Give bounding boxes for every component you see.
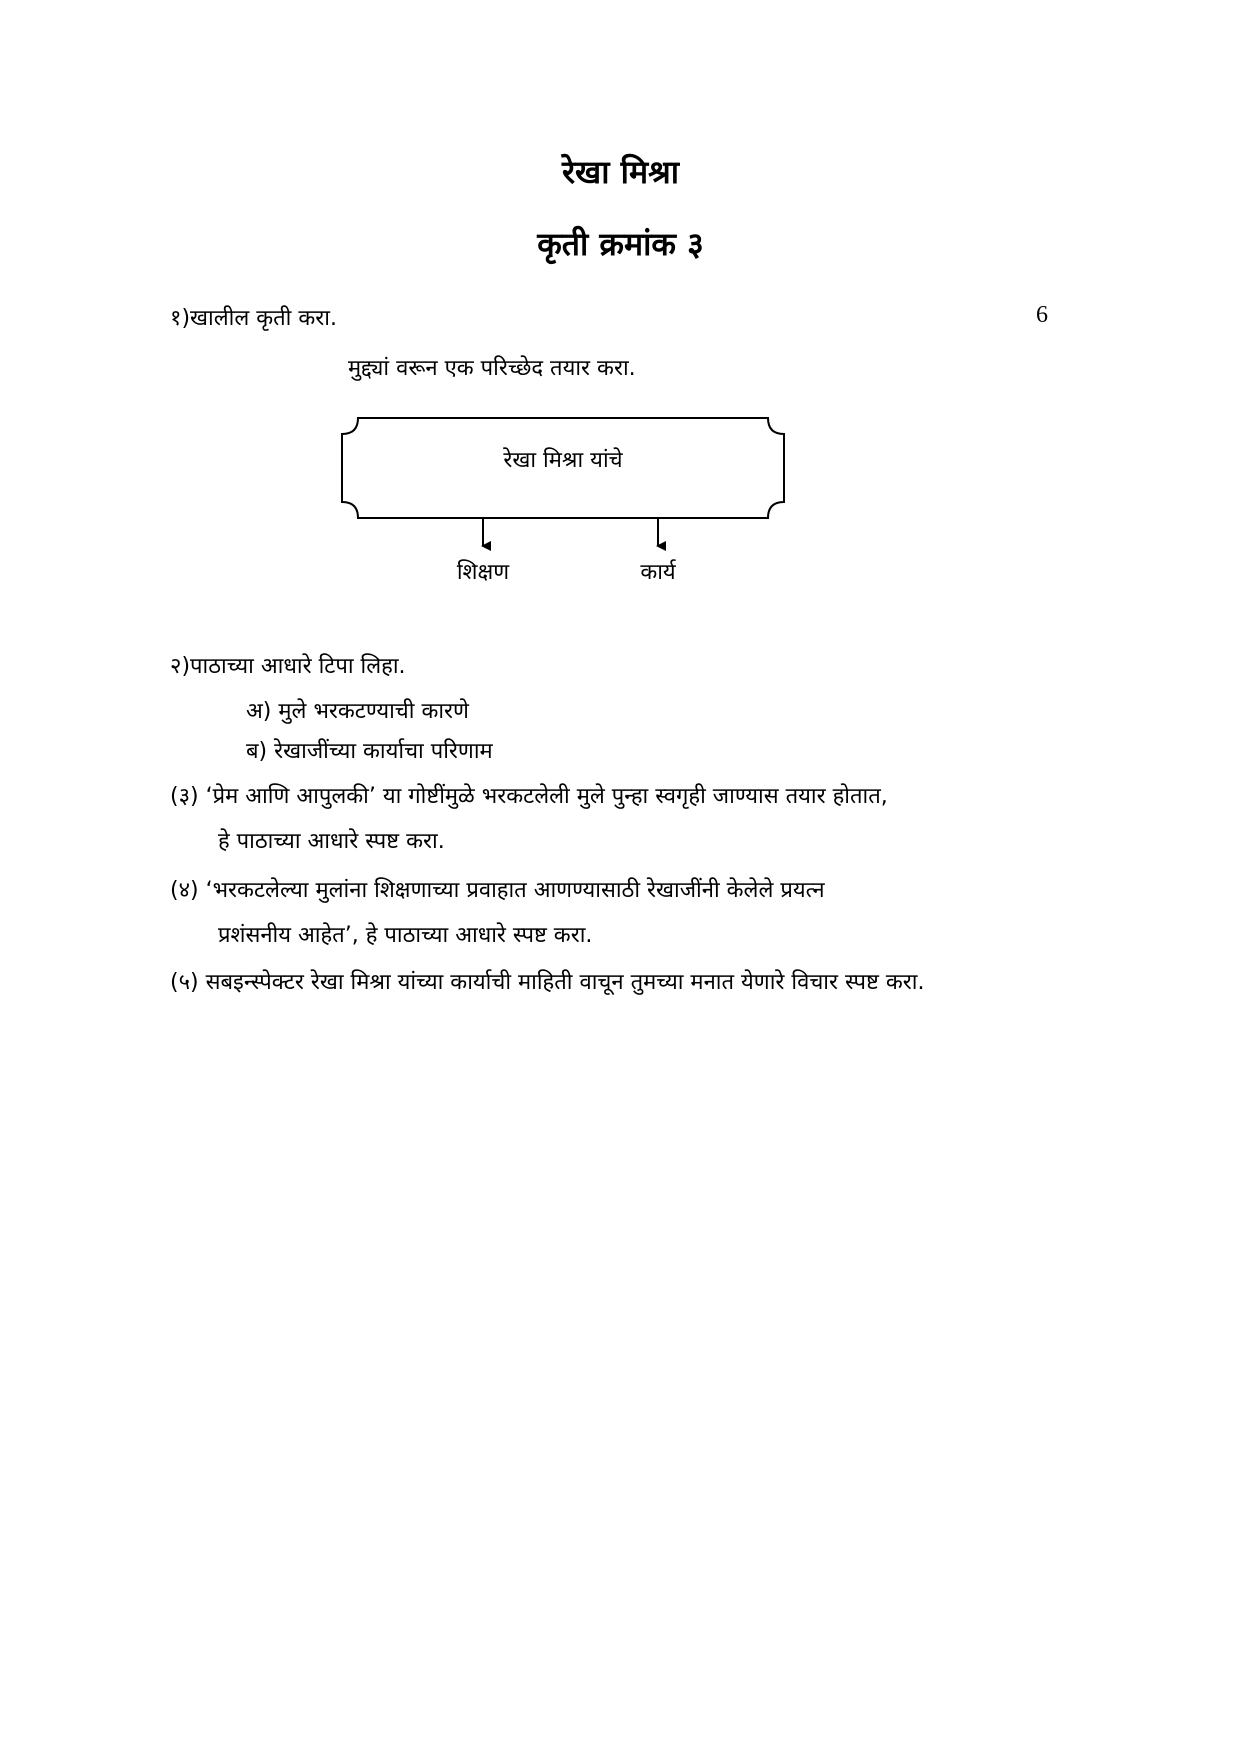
diagram-box-label: रेखा मिश्रा यांचे [503,448,623,473]
q5-line1: (५) सबइन्स्पेक्टर रेखा मिश्रा यांच्या कार्याची माहिती वाचून तुमच्या मनात येणारे विचार स्पष्ट करा. [170,970,925,995]
q3-line2: हे पाठाच्या आधारे स्पष्ट करा. [218,829,445,854]
page-title: रेखा मिश्रा [561,153,680,191]
diagram-branch-left: शिक्षण [456,560,510,585]
q2-heading: २)पाठाच्या आधारे टिपा लिहा. [170,654,406,679]
q2-item-b: ब) रेखाजींच्या कार्याचा परिणाम [246,739,493,764]
page-subtitle: कृती क्रमांक ३ [537,225,704,263]
concept-diagram [0,0,1241,600]
q2-item-a: अ) मुले भरकटण्याची कारणे [246,699,469,724]
q1-heading: १)खालील कृती करा. [170,306,337,331]
q4-line1: (४) ‘भरकटलेल्या मुलांना शिक्षणाच्या प्रवाहात आणण्यासाठी रेखाजींनी केलेले प्रयत्न [170,878,825,903]
q4-line2: प्रशंसनीय आहेत’, हे पाठाच्या आधारे स्पष्ट करा. [218,923,593,948]
diagram-branch-right: कार्य [640,560,676,585]
q1-instruction: मुद्द्यां वरून एक परिच्छेद तयार करा. [348,356,636,381]
q3-line1: (३) ‘प्रेम आणि आपुलकी’ या गोष्टींमुळे भरकटलेली मुले पुन्हा स्वगृही जाण्यास तयार होतात, [170,784,888,809]
q1-marks: 6 [1036,302,1048,328]
